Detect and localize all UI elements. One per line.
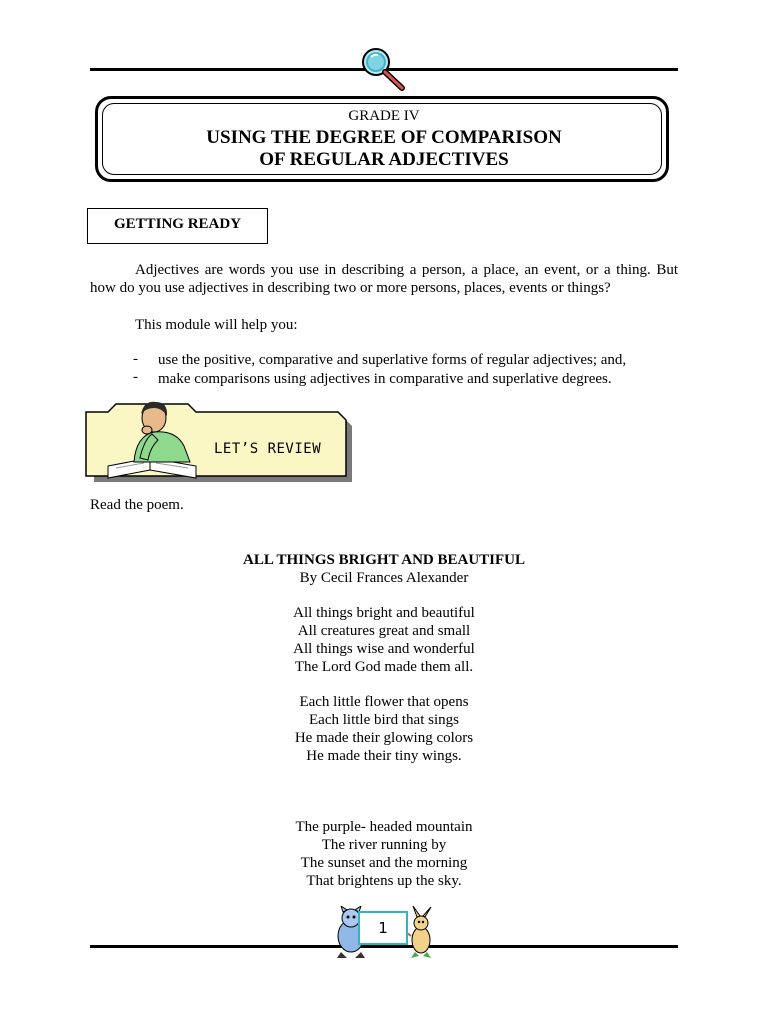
title-line-1: USING THE DEGREE OF COMPARISON <box>206 127 562 148</box>
poem-line: That brightens up the sky. <box>306 873 462 889</box>
bullet-marker: - <box>133 369 138 385</box>
grade-label: GRADE IV <box>348 108 420 124</box>
poem-title: ALL THINGS BRIGHT AND BEAUTIFUL <box>242 552 526 568</box>
poem-line: The river running by <box>321 837 447 853</box>
bullet-item: make comparisons using adjectives in comparative and superlative degrees. <box>158 371 612 387</box>
bullet-marker: - <box>133 351 138 367</box>
magnifying-glass-icon <box>356 44 412 94</box>
lets-review-label: LET’S REVIEW <box>214 441 322 457</box>
poem-author: By Cecil Frances Alexander <box>299 570 469 586</box>
poem-line: Each little flower that opens <box>299 694 469 710</box>
getting-ready-heading: GETTING READY <box>87 208 268 244</box>
poem-line: He made their tiny wings. <box>306 748 462 764</box>
poem-line: The sunset and the morning <box>300 855 468 871</box>
page-number: 1 <box>358 911 408 945</box>
poem-line: He made their glowing colors <box>294 730 474 746</box>
poem-line: The Lord God made them all. <box>294 659 474 675</box>
bullet-item: use the positive, comparative and superlative forms of regular adjectives; and, <box>158 352 627 368</box>
read-poem-instruction: Read the poem. <box>90 497 184 513</box>
intro-text: Adjectives are words you use in describing a person, a place, an event, or a thing. But how do you use adjectives in describing two or more persons, places, events or things? <box>90 262 678 296</box>
student-reading-icon <box>100 396 210 482</box>
intro-paragraph <box>90 261 678 297</box>
poem-line: All things bright and beautiful <box>293 605 475 621</box>
module-help-text: This module will help you: <box>135 317 298 333</box>
poem-line: Each little bird that sings <box>309 712 459 728</box>
poem-line: The purple- headed mountain <box>295 819 473 835</box>
poem-line: All things wise and wonderful <box>293 641 475 657</box>
title-line-2: OF REGULAR ADJECTIVES <box>259 149 509 170</box>
poem-line: All creatures great and small <box>297 623 471 639</box>
